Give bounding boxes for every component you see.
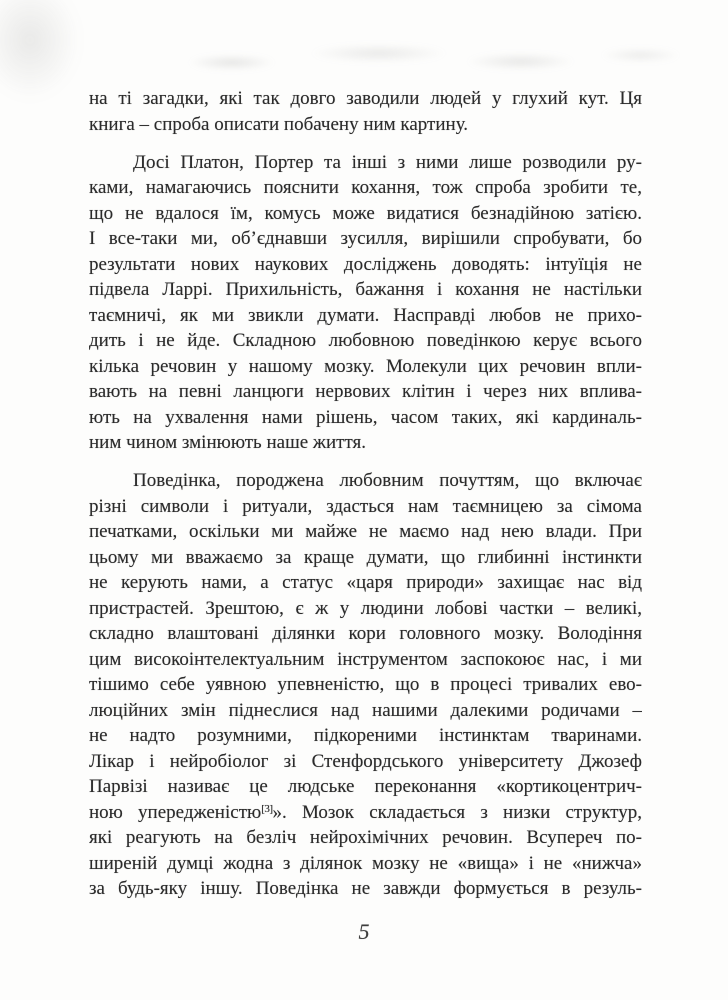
text-line: люційних змін піднеслися над нашими далекими родичами – — [89, 699, 642, 721]
text-line: не надто розумними, підкореними інстинктам тваринами. — [89, 725, 642, 746]
text-line: за будь-яку іншу. Поведінка не завжди формується в резуль- — [89, 878, 642, 899]
show-through-artifact — [150, 34, 695, 80]
text-segment: ною упередженістю — [89, 801, 262, 823]
page-text-block — [89, 86, 642, 902]
text-line: цьому ми вважаємо за краще думати, що глибинні інстинкти — [89, 546, 642, 568]
text-line: вають на певні ланцюги нервових клітин і через них вплива- — [89, 381, 642, 402]
text-line-with-footnote — [89, 800, 642, 826]
text-line: Досі Платон, Портер та інші з ними лише розводили ру- — [133, 151, 642, 173]
text-line: підвела Ларрі. Прихильність, бажання і кохання не настільки — [89, 279, 642, 300]
text-line: дить і не йде. Складною любовною поведінкою керує всього — [89, 330, 642, 351]
text-line: кілька речовин у нашому мозку. Молекули цих речовин впли- — [89, 355, 642, 377]
text-line: які реагують на безліч нейрохімічних речовин. Всупереч по- — [89, 827, 642, 848]
text-line: складно влаштовані ділянки кори головного мозку. Володіння — [89, 623, 642, 644]
text-line: І все-таки ми, об’єднавши зусилля, вирішили спробувати, бо — [89, 228, 642, 249]
text-line: не керують нами, а статус «царя природи» захищає нас від — [89, 572, 642, 593]
text-line: Парвізі називає це людське переконання «кортикоцентрич- — [89, 776, 642, 797]
footnote-ref-3: [3] — [261, 802, 273, 815]
text-line: ють на ухвалення нами рішень, часом таких, які кардиналь- — [89, 406, 642, 428]
text-line: на ті загадки, які так довго заводили людей у глухий кут. Ця — [89, 88, 642, 109]
text-line: таємничі, як ми звикли думати. Насправді любов не прихо- — [89, 304, 642, 326]
paragraph-3 — [89, 468, 642, 902]
text-line: ширеній думці жодна з ділянок мозку не «вища» і не «нижча» — [89, 852, 642, 874]
paragraph-1 — [89, 86, 642, 137]
text-line: цим високоінтелектуальним інструментом заспокоює нас, і ми — [89, 648, 642, 670]
text-line: пристрастей. Зрештою, є ж у людини лобові частки – великі, — [89, 597, 642, 619]
text-segment: ». Мозок складається з низки структур, — [272, 801, 642, 823]
text-line: Поведінка, породжена любовним почуттям, що включає — [133, 470, 642, 491]
text-line: результати нових наукових досліджень доводять: інтуїція не — [89, 253, 642, 275]
text-line: ним чином змінюють наше життя. — [89, 432, 367, 453]
page-number: 5 — [358, 919, 370, 944]
text-line: тішимо себе уявною упевненістю, що в процесі тривалих ево- — [89, 674, 642, 695]
text-line: печатками, оскільки ми майже не маємо над нею влади. При — [89, 521, 642, 542]
scan-smudge-artifact — [0, 0, 80, 100]
text-line: книга – спроба описати побачену ним картину. — [89, 113, 469, 135]
text-line: ками, намагаючись пояснити кохання, тож спроба зробити те, — [89, 177, 642, 198]
text-line: що не вдалося їм, комусь може видатися безнадійною затією. — [89, 202, 642, 224]
text-line: різні символи і ритуали, здасться нам таємницею за сімома — [89, 495, 642, 517]
paragraph-2 — [89, 150, 642, 456]
text-line: Лікар і нейробіолог зі Стенфордського університету Джозеф — [89, 750, 642, 772]
